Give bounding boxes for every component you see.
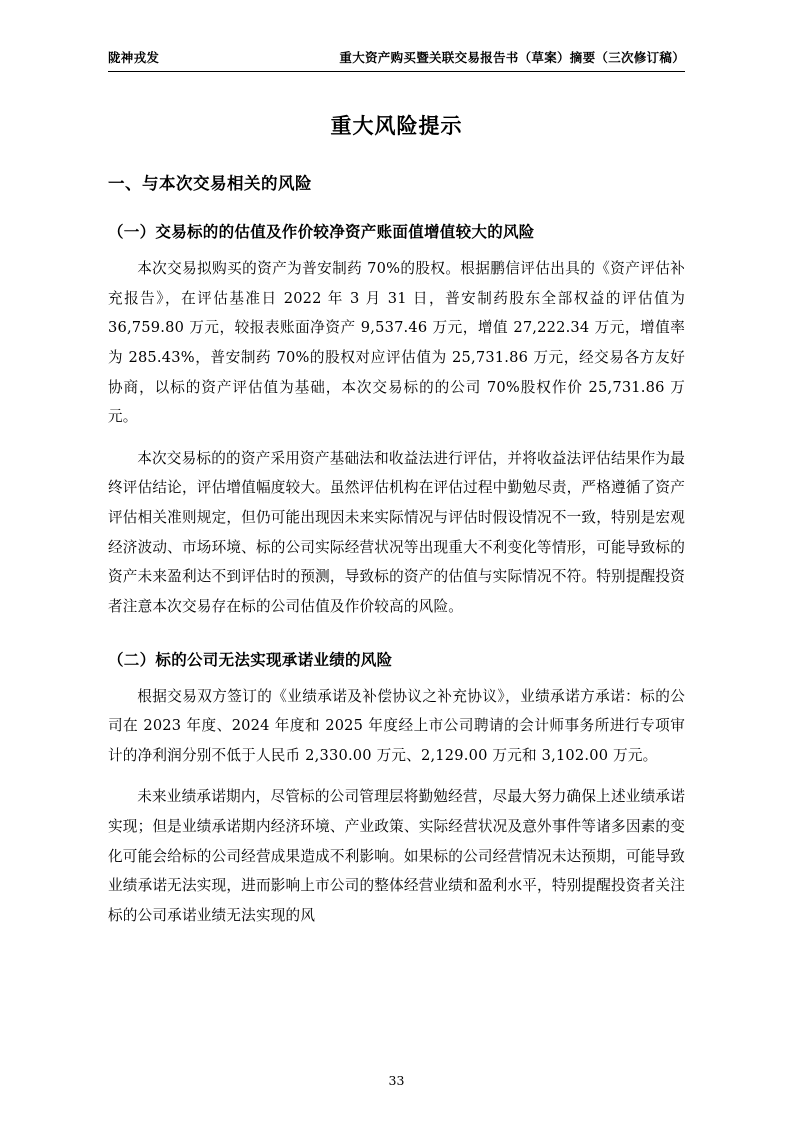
- page-content: [108, 48, 685, 1082]
- page-number: 33: [388, 1073, 405, 1088]
- page-title: 重大风险提示: [330, 113, 463, 138]
- header-divider: [108, 71, 685, 72]
- subsection-heading-1: （一）交易标的的估值及作价较净资产账面值增值较大的风险: [108, 222, 535, 241]
- paragraph: 未来业绩承诺期内，尽管标的公司管理层将勤勉经营，尽最大努力确保上述业绩承诺实现；但是业绩承诺期内经济环境、产业政策、实际经营状况及意外事件等诸多因素的变化可能会给标的公司经营成果造成不利影响。如果标的公司经营情况未达预期，可能导致业绩承诺无法实现，进而影响上市公司的整体经营业绩和盈利水平，特别提醒投资者关注标的公司承诺业绩无法实现的风: [108, 788, 685, 924]
- paragraph: 本次交易拟购买的资产为普安制药 70%的股权。根据鹏信评估出具的《资产评估补充报告》，在评估基准日 2022 年 3 月 31 日，普安制药股东全部权益的评估值为 36,759.80 万元，较报表账面净资产 9,537.46 万元，增值 27,222.34 万元，增值率为 285.43%，普安制药 70%的股权对应评估值为 25,731.86 万元，经交易各方友好协商，以标的资产评估值为基础，本次交易标的的公司 70%股权作价 25,731.86 万元。: [108, 260, 685, 426]
- page-header: [108, 48, 685, 71]
- header-document-title: 重大资产购买暨关联交易报告书（草案）摘要（三次修订稿）: [339, 50, 685, 65]
- section-heading-1: 一、与本次交易相关的风险: [108, 174, 312, 193]
- paragraph: 本次交易标的的资产采用资产基础法和收益法进行评估，并将收益法评估结果作为最终评估结论，评估增值幅度较大。虽然评估机构在评估过程中勤勉尽责，严格遵循了资产评估相关准则规定，但仍可能出现因未来实际情况与评估时假设情况不一致，特别是宏观经济波动、市场环境、标的公司实际经营状况等出现重大不利变化等情形，可能导致标的资产未来盈利达不到评估时的预测，导致标的资产的估值与实际情况不符。特别提醒投资者注意本次交易存在标的公司估值及作价较高的风险。: [108, 449, 685, 615]
- subsection-heading-2: （二）标的公司无法实现承诺业绩的风险: [108, 649, 393, 669]
- header-company-name: 陇神戎发: [108, 50, 160, 65]
- paragraph: 根据交易双方签订的《业绩承诺及补偿协议之补充协议》，业绩承诺方承诺：标的公司在 2023 年度、2024 年度和 2025 年度经上市公司聘请的会计师事务所进行专项审计的净利润分别不低于人民币 2,330.00 万元、2,129.00 万元和 3,102.00 万元。: [108, 687, 685, 764]
